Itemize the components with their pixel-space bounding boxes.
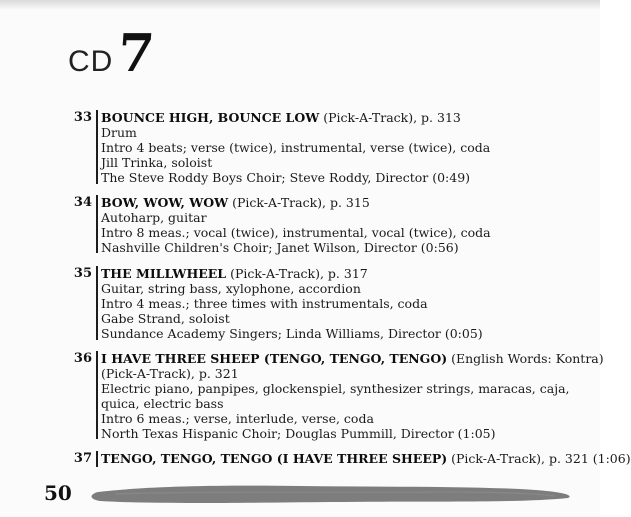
track-details bbox=[101, 195, 571, 255]
track-heading bbox=[101, 195, 571, 210]
track-details bbox=[101, 451, 631, 466]
track-number: 33 bbox=[73, 110, 92, 125]
track-line: Gabe Strand, soloist bbox=[101, 311, 230, 326]
track-line: Drum bbox=[101, 125, 137, 140]
track-line: Intro 4 beats; verse (twice), instrumental, verse (twice), coda bbox=[101, 140, 491, 155]
track-details bbox=[101, 266, 571, 341]
track-heading bbox=[101, 351, 604, 366]
track-line: The Steve Roddy Boys Choir; Steve Roddy, Director (0:49) bbox=[101, 170, 471, 185]
track-reference: (English Words: Kontra) bbox=[447, 351, 604, 366]
track-heading bbox=[101, 451, 631, 466]
track-number: 36 bbox=[73, 351, 92, 366]
track-divider bbox=[96, 110, 98, 184]
track-line: quica, electric bass bbox=[101, 396, 224, 411]
track-line: (Pick-A-Track), p. 321 bbox=[101, 366, 239, 381]
track-line: Sundance Academy Singers; Linda Williams, Director (0:05) bbox=[101, 326, 483, 341]
track-line: North Texas Hispanic Choir; Douglas Pummill, Director (1:05) bbox=[101, 426, 496, 441]
track-number: 35 bbox=[73, 266, 92, 281]
track-reference: (Pick-A-Track), p. 317 bbox=[226, 266, 368, 281]
track-divider bbox=[96, 351, 98, 439]
track-divider bbox=[96, 195, 98, 253]
track-divider bbox=[96, 451, 98, 467]
track-number: 34 bbox=[73, 195, 92, 210]
cd-number: 7 bbox=[116, 23, 157, 84]
track-reference: (Pick-A-Track), p. 315 bbox=[228, 195, 370, 210]
track-divider bbox=[96, 266, 98, 340]
track-line: Jill Trinka, soloist bbox=[101, 155, 213, 170]
track-heading bbox=[101, 266, 571, 281]
track-line: Intro 6 meas.; verse, interlude, verse, coda bbox=[101, 411, 374, 426]
track-title: TENGO, TENGO, TENGO (I HAVE THREE SHEEP) bbox=[101, 451, 448, 466]
track-line: Autoharp, guitar bbox=[101, 210, 207, 225]
track-title: THE MILLWHEEL bbox=[101, 266, 227, 281]
track-line: Guitar, string bass, xylophone, accordion bbox=[101, 281, 361, 296]
track-details bbox=[101, 351, 604, 441]
cd-label: CD bbox=[68, 45, 114, 78]
track-number: 37 bbox=[73, 451, 92, 466]
track-details bbox=[101, 110, 571, 185]
page-number: 50 bbox=[44, 481, 72, 505]
track-reference: (Pick-A-Track), p. 313 bbox=[319, 110, 461, 125]
track-title: I HAVE THREE SHEEP (TENGO, TENGO, TENGO) bbox=[101, 351, 448, 366]
track-title: BOUNCE HIGH, BOUNCE LOW bbox=[101, 110, 320, 125]
track-line: Nashville Children's Choir; Janet Wilson, Director (0:56) bbox=[101, 240, 459, 255]
track-line: Intro 8 meas.; vocal (twice), instrumental, vocal (twice), coda bbox=[101, 225, 491, 240]
track-line: Intro 4 meas.; three times with instrumentals, coda bbox=[101, 296, 428, 311]
track-line: Electric piano, panpipes, glockenspiel, synthesizer strings, maracas, caja, bbox=[101, 381, 570, 396]
track-heading bbox=[101, 110, 571, 125]
track-reference: (Pick-A-Track), p. 321 (1:06) bbox=[447, 451, 631, 466]
track-title: BOW, WOW, WOW bbox=[101, 195, 229, 210]
